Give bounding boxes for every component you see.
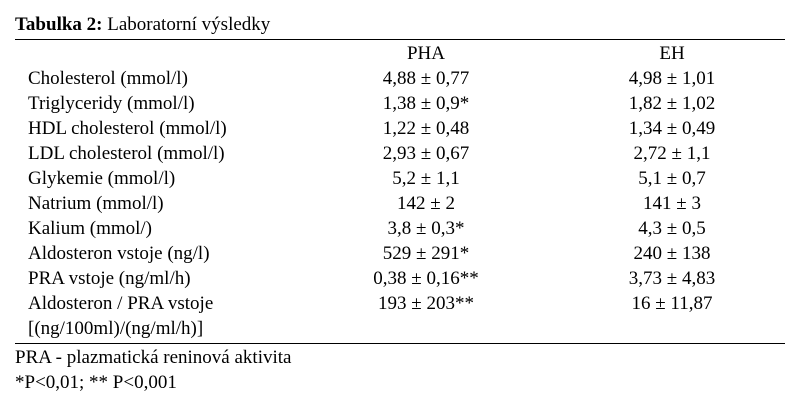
pha-value: 193 ± 203**	[378, 293, 474, 314]
pha-value: 142 ± 2	[397, 193, 455, 214]
eh-value: 5,1 ± 0,7	[638, 168, 706, 189]
table-top-rule	[15, 39, 785, 40]
table-row	[0, 266, 800, 291]
eh-value: 3,73 ± 4,83	[628, 268, 716, 289]
row-label: PRA vstoje (ng/ml/h)	[28, 268, 191, 289]
row-label-line-1: Aldosteron / PRA vstoje	[28, 293, 214, 314]
eh-value: 4,98 ± 1,01	[628, 68, 716, 89]
pha-value: 0,38 ± 0,16**	[373, 268, 479, 289]
eh-value: 4,3 ± 0,5	[638, 218, 706, 239]
table-row	[0, 291, 800, 341]
table-body	[0, 66, 800, 341]
eh-value: 1,34 ± 0,49	[628, 118, 716, 139]
table-bottom-rule	[15, 343, 785, 344]
row-label: Kalium (mmol/)	[28, 218, 153, 239]
row-label: Glykemie (mmol/l)	[28, 168, 176, 189]
pha-value: 5,2 ± 1,1	[392, 168, 460, 189]
table-row	[0, 191, 800, 216]
caption-title: Laboratorní výsledky	[102, 14, 271, 35]
column-header-pha: PHA	[406, 43, 446, 64]
table-row	[0, 241, 800, 266]
row-label: HDL cholesterol (mmol/l)	[28, 118, 227, 139]
pha-value: 1,22 ± 0,48	[382, 118, 470, 139]
eh-value: 240 ± 138	[633, 243, 711, 264]
row-label: Cholesterol (mmol/l)	[28, 68, 188, 89]
table-row	[0, 216, 800, 241]
table-caption	[15, 14, 270, 36]
pha-value: 529 ± 291*	[382, 243, 470, 264]
table-row	[0, 166, 800, 191]
eh-value: 2,72 ± 1,1	[633, 143, 711, 164]
pha-value: 2,93 ± 0,67	[382, 143, 470, 164]
eh-value: 16 ± 11,87	[631, 293, 713, 314]
row-label: Aldosteron vstoje (ng/l)	[28, 243, 210, 264]
row-label	[28, 291, 213, 341]
caption-number: Tabulka 2:	[15, 14, 103, 35]
pha-value: 3,8 ± 0,3*	[387, 218, 465, 239]
eh-value: 141 ± 3	[643, 193, 701, 214]
pha-value: 1,38 ± 0,9*	[382, 93, 470, 114]
row-label: LDL cholesterol (mmol/l)	[28, 143, 225, 164]
table-row	[0, 66, 800, 91]
row-label: Natrium (mmol/l)	[28, 193, 164, 214]
pha-value: 4,88 ± 0,77	[382, 68, 470, 89]
footnote-abbreviation: PRA - plazmatická reninová aktivita	[15, 347, 292, 368]
table-row	[0, 91, 800, 116]
table-row	[0, 116, 800, 141]
row-label: Triglyceridy (mmol/l)	[28, 93, 195, 114]
eh-value: 1,82 ± 1,02	[628, 93, 716, 114]
footnote-significance: *P<0,01; ** P<0,001	[15, 372, 177, 393]
table-row	[0, 141, 800, 166]
column-header-eh: EH	[659, 43, 685, 64]
row-label-line-2: [(ng/100ml)/(ng/ml/h)]	[28, 318, 204, 339]
